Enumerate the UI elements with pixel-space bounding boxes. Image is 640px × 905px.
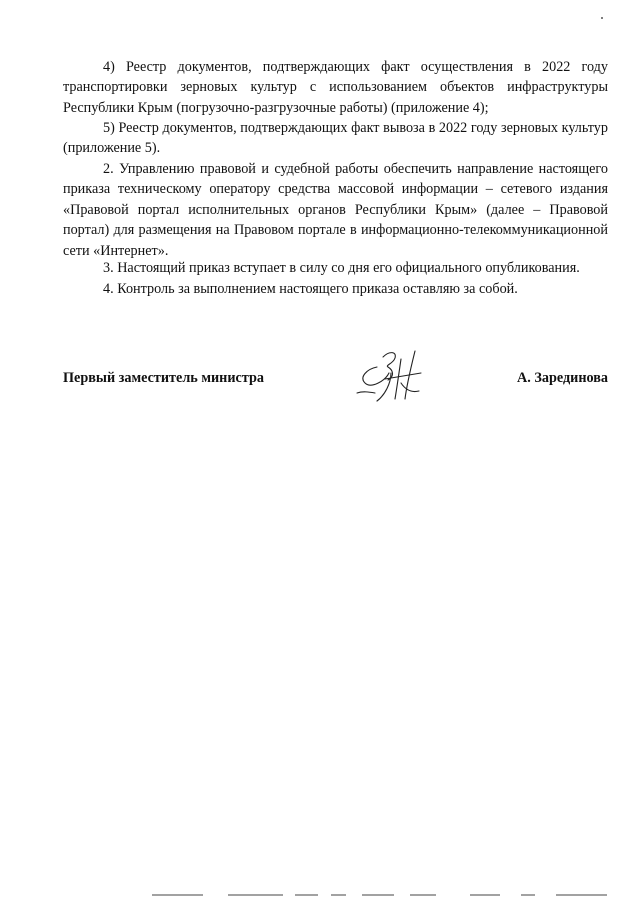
paragraph-control: 4. Контроль за выполнением настоящего приказа оставляю за собой. [103, 281, 518, 297]
signer-name: А. Зарединова [517, 370, 608, 386]
signer-position: Первый заместитель министра [63, 370, 264, 386]
paragraph-registry-export: 5) Реестр документов, подтверждающих факт вывоза в 2022 году зерновых культур (приложение 5). [63, 120, 608, 157]
paragraph-legal-department: 2. Управлению правовой и судебной работы обеспечить направление настоящего приказа техническому оператору средства массовой информации – сетевого издания «Правовой портал исполнительных органов Республики Крым» (далее – Правовой портал) для размещения на Правовом портале в информационно-телекоммуникационной сети «Интернет». [63, 161, 608, 259]
paragraph-effective-date: 3. Настоящий приказ вступает в силу со дня его официального опубликования. [103, 260, 580, 276]
scan-footer-marks [0, 893, 640, 897]
paragraph-registry-transport: 4) Реестр документов, подтверждающих факт осуществления в 2022 году транспортировки зерновых культур с использованием объектов инфраструктуры Республики Крым (погрузочно-разгрузочные работы) (приложение 4); [63, 59, 608, 116]
signature-block [63, 370, 608, 390]
scan-speck [601, 17, 603, 19]
handwritten-signature [355, 343, 435, 405]
